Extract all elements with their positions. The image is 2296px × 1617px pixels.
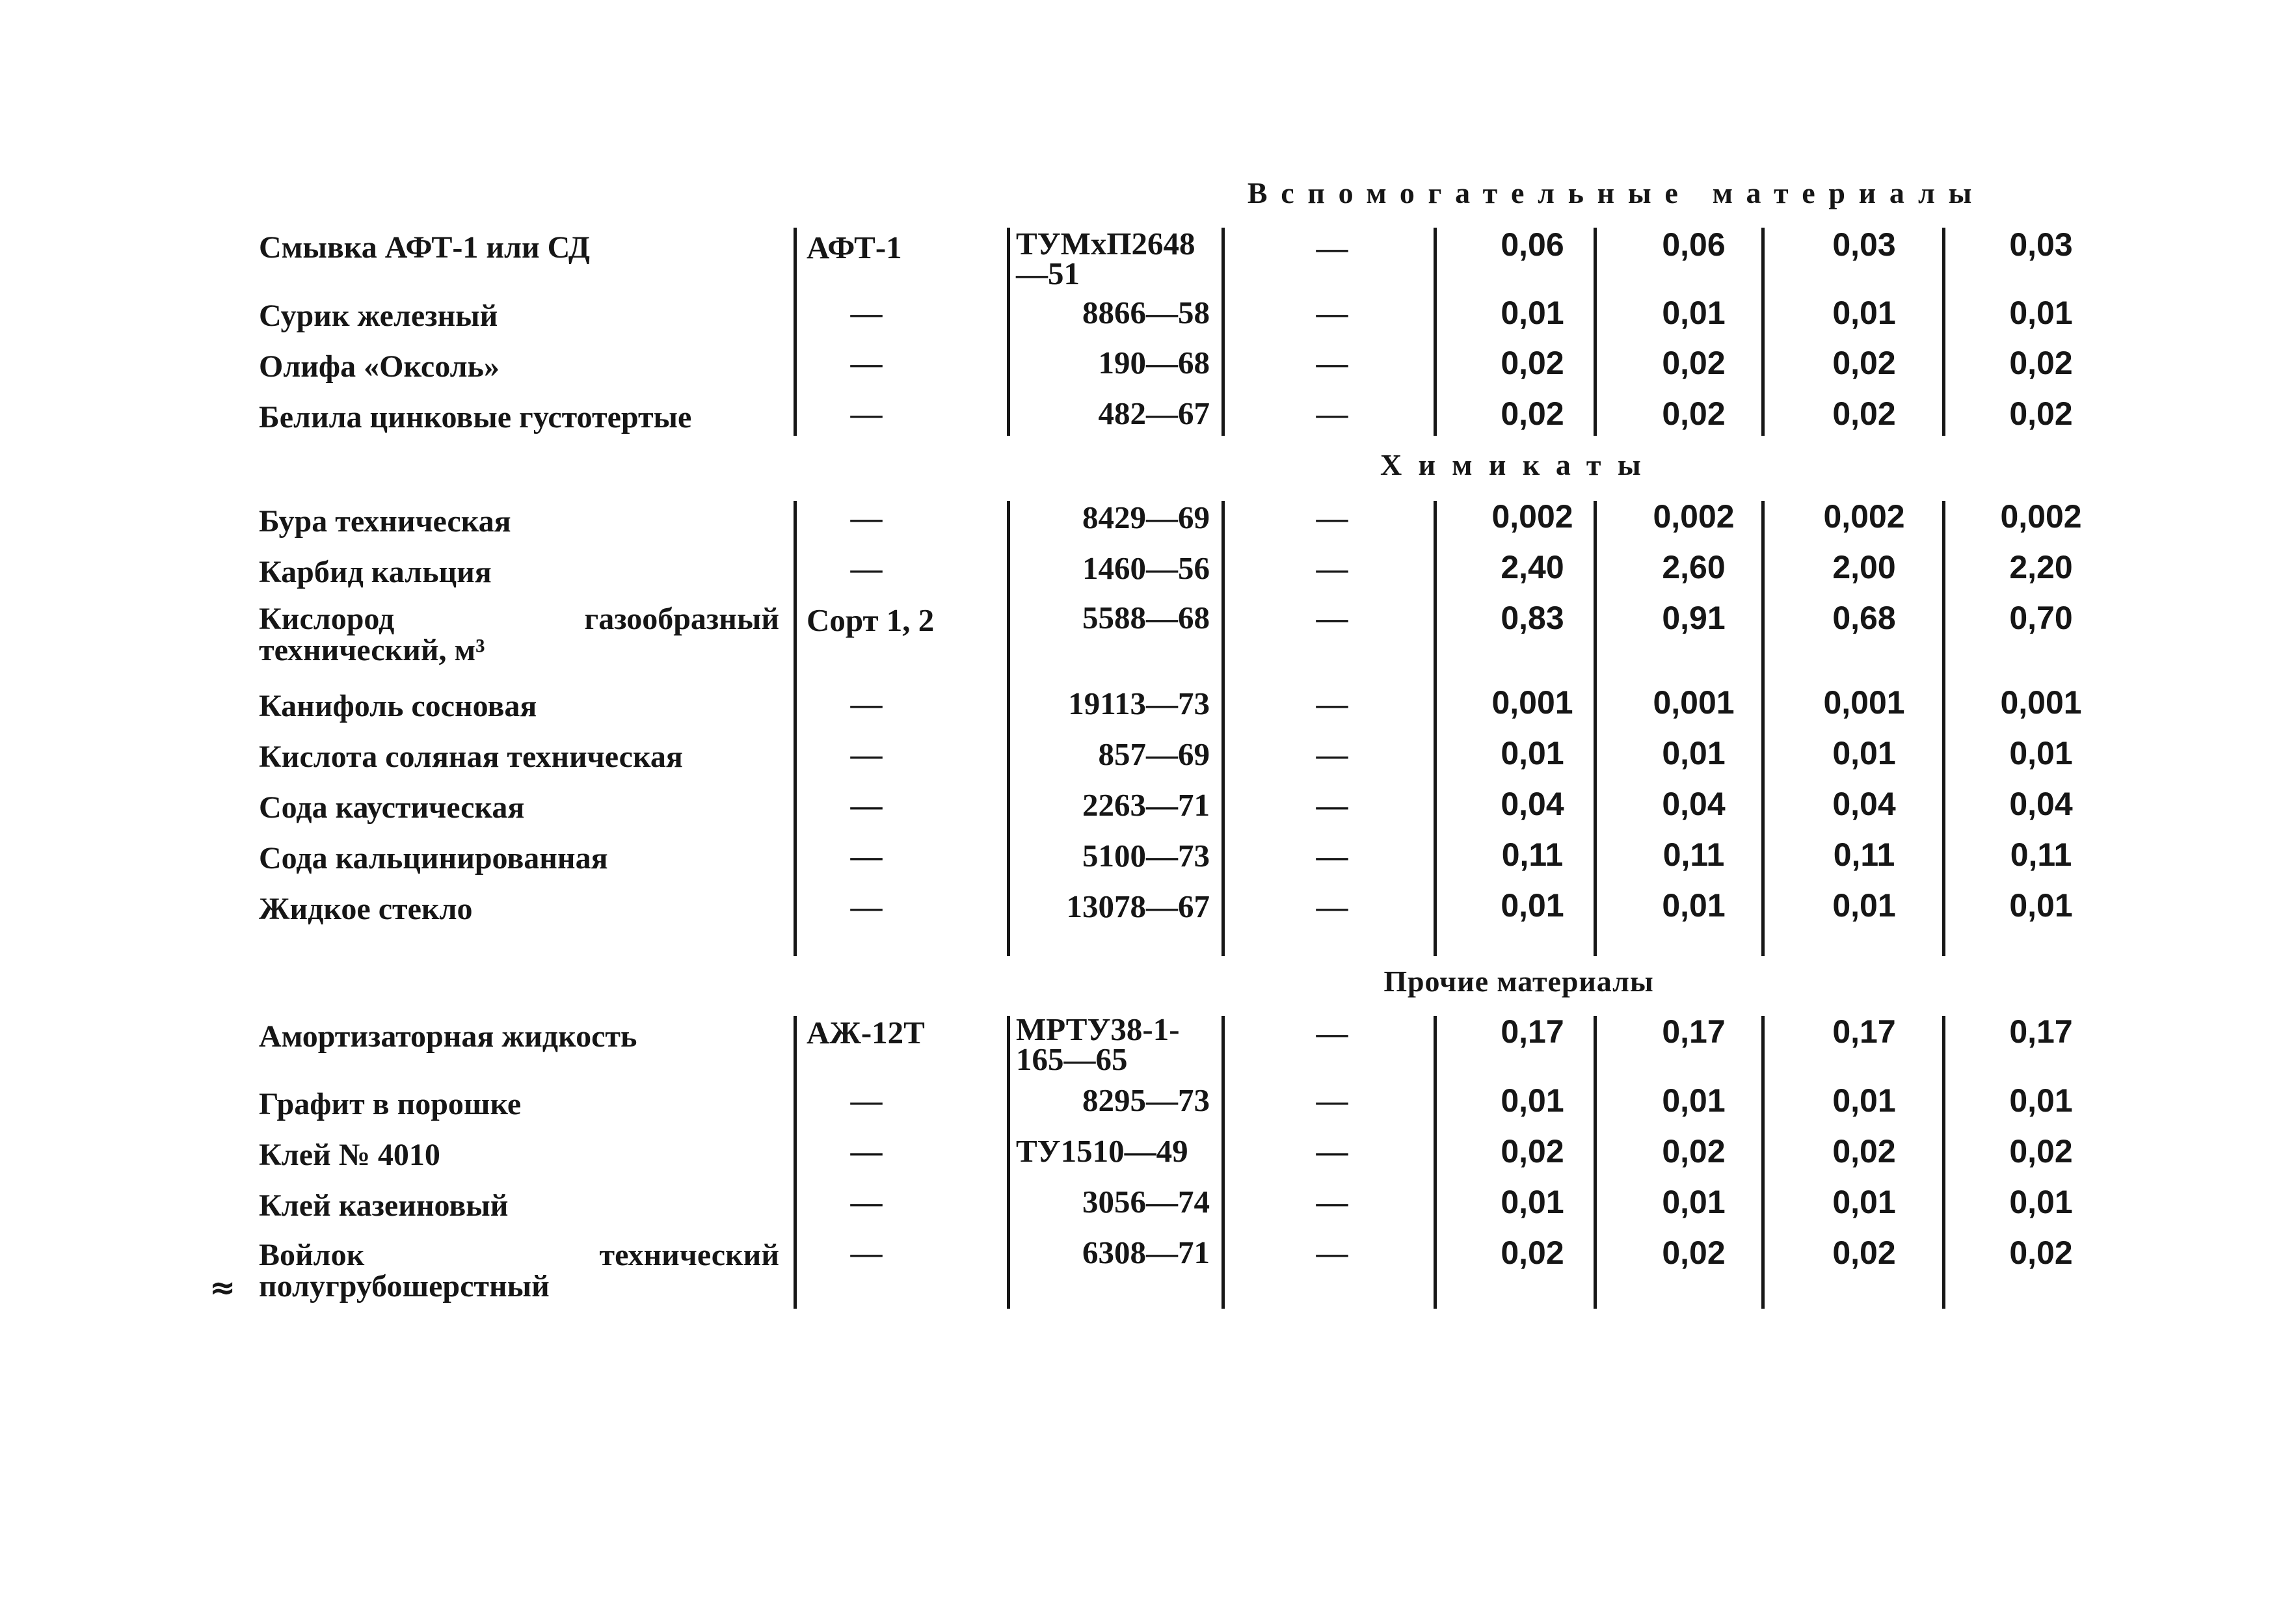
norm-value: 0,01 xyxy=(1501,887,1564,924)
material-standard: 482—67 xyxy=(1098,395,1210,431)
material-standard: 6308—71 xyxy=(1082,1235,1210,1270)
column-rule xyxy=(1221,501,1225,956)
norm-value: 2,20 xyxy=(2009,549,2073,585)
material-mark: — xyxy=(850,295,883,330)
empty-dash: — xyxy=(1316,1082,1348,1118)
material-standard: 5588—68 xyxy=(1082,600,1210,635)
empty-dash: — xyxy=(1316,550,1348,586)
norm-value: 0,01 xyxy=(1501,735,1564,771)
material-standard: 8866—58 xyxy=(1082,295,1210,330)
norm-value: 0,04 xyxy=(1832,786,1896,822)
column-rule xyxy=(1942,1016,1945,1309)
norm-value: 0,01 xyxy=(2009,1184,2073,1220)
empty-dash: — xyxy=(1316,395,1348,431)
norm-value: 0,02 xyxy=(1501,395,1564,432)
norm-value: 0,01 xyxy=(1832,887,1896,924)
norm-value: 0,002 xyxy=(2000,498,2082,535)
norm-value: 0,001 xyxy=(1653,684,1735,721)
empty-dash: — xyxy=(1316,838,1348,874)
norm-value: 0,01 xyxy=(1832,735,1896,771)
norm-value: 0,001 xyxy=(2000,684,2082,721)
norm-value: 0,03 xyxy=(2009,226,2073,263)
material-name: Войлок технический полугрубошерстный xyxy=(259,1238,779,1303)
norm-value: 0,01 xyxy=(1662,295,1726,331)
norm-value: 0,02 xyxy=(1832,345,1896,381)
norm-value: 2,00 xyxy=(1832,549,1896,585)
empty-dash: — xyxy=(1316,787,1348,823)
material-mark: — xyxy=(850,1235,883,1270)
norm-value: 0,68 xyxy=(1832,600,1896,636)
norm-value: 0,04 xyxy=(1501,786,1564,822)
column-rule xyxy=(1007,501,1010,956)
norm-value: 0,02 xyxy=(1662,1235,1726,1271)
empty-dash: — xyxy=(1316,345,1348,381)
empty-dash: — xyxy=(1316,230,1348,265)
material-mark: — xyxy=(850,787,883,823)
norm-value: 0,002 xyxy=(1491,498,1573,535)
norm-value: 0,83 xyxy=(1501,600,1564,636)
norm-value: 0,01 xyxy=(1662,887,1726,924)
material-standard: 2263—71 xyxy=(1082,787,1210,823)
norm-value: 0,17 xyxy=(2009,1013,2073,1050)
column-rule xyxy=(1434,1016,1437,1309)
material-name: Сурик железный xyxy=(259,299,498,333)
material-mark: — xyxy=(850,1133,883,1169)
material-standard: 8295—73 xyxy=(1082,1082,1210,1118)
empty-dash: — xyxy=(1316,1015,1348,1050)
material-standard: 3056—74 xyxy=(1082,1184,1210,1220)
material-mark: — xyxy=(850,500,883,535)
column-rule xyxy=(1942,228,1945,436)
material-name: Канифоль сосновая xyxy=(259,689,537,723)
norm-value: 0,001 xyxy=(1823,684,1905,721)
empty-dash: — xyxy=(1316,600,1348,635)
section-title-other: Прочие материалы xyxy=(1383,965,1654,998)
material-standard: ТУ1510—49 xyxy=(1016,1133,1188,1169)
material-standard: 5100—73 xyxy=(1082,838,1210,874)
norm-value: 0,01 xyxy=(1832,1184,1896,1220)
norm-value: 0,17 xyxy=(1501,1013,1564,1050)
norm-value: 2,40 xyxy=(1501,549,1564,585)
norm-value: 0,002 xyxy=(1823,498,1905,535)
material-mark: АФТ-1 xyxy=(807,230,902,265)
material-name: Бура техническая xyxy=(259,504,511,539)
material-standard: 8429—69 xyxy=(1082,500,1210,535)
norm-value: 0,70 xyxy=(2009,600,2073,636)
material-name: Сода каустическая xyxy=(259,790,525,825)
material-mark: — xyxy=(850,395,883,431)
norm-value: 0,02 xyxy=(1501,345,1564,381)
material-name: Олифа «Оксоль» xyxy=(259,349,500,384)
norm-value: 0,02 xyxy=(1501,1133,1564,1169)
norm-value: 0,01 xyxy=(1501,1184,1564,1220)
material-name: Клей № 4010 xyxy=(259,1138,440,1172)
norm-value: 0,04 xyxy=(2009,786,2073,822)
margin-mark: ≈ xyxy=(209,1270,236,1306)
column-rule xyxy=(1221,228,1225,436)
norm-value: 0,01 xyxy=(2009,295,2073,331)
column-rule xyxy=(1007,1016,1010,1309)
norm-value: 0,91 xyxy=(1662,600,1726,636)
norm-value: 0,01 xyxy=(2009,887,2073,924)
material-standard: 1460—56 xyxy=(1082,550,1210,586)
material-standard: 13078—67 xyxy=(1066,889,1210,924)
empty-dash: — xyxy=(1316,889,1348,924)
norm-value: 0,02 xyxy=(1662,1133,1726,1169)
material-name: Карбид кальция xyxy=(259,555,492,589)
material-standard: 19113—73 xyxy=(1068,686,1210,721)
material-name: Графит в порошке xyxy=(259,1087,522,1121)
norm-value: 0,11 xyxy=(1833,836,1895,873)
norm-value: 0,02 xyxy=(1832,1235,1896,1271)
material-name: Кислород газообразный технический, м³ xyxy=(259,602,779,667)
empty-dash: — xyxy=(1316,500,1348,535)
norm-value: 0,01 xyxy=(1832,1082,1896,1119)
empty-dash: — xyxy=(1316,295,1348,330)
material-name: Кислота соляная техническая xyxy=(259,740,683,774)
norm-value: 0,01 xyxy=(1662,1082,1726,1119)
norm-value: 0,06 xyxy=(1501,226,1564,263)
norm-value: 0,01 xyxy=(2009,735,2073,771)
material-mark: — xyxy=(850,838,883,874)
material-mark: — xyxy=(850,1082,883,1118)
norm-value: 0,03 xyxy=(1832,226,1896,263)
norm-value: 0,02 xyxy=(2009,345,2073,381)
material-mark: Сорт 1, 2 xyxy=(807,602,935,638)
empty-dash: — xyxy=(1316,1235,1348,1270)
norm-value: 0,002 xyxy=(1653,498,1735,535)
norm-value: 0,01 xyxy=(1662,735,1726,771)
norm-value: 0,01 xyxy=(1832,295,1896,331)
norm-value: 0,02 xyxy=(1662,395,1726,432)
material-mark: — xyxy=(850,550,883,586)
material-name: Белила цинковые густотертые xyxy=(259,400,692,434)
material-mark: — xyxy=(850,736,883,772)
empty-dash: — xyxy=(1316,736,1348,772)
norm-value: 0,04 xyxy=(1662,786,1726,822)
empty-dash: — xyxy=(1316,1133,1348,1169)
norm-value: 0,02 xyxy=(1832,395,1896,432)
norm-value: 0,02 xyxy=(1832,1133,1896,1169)
column-rule xyxy=(1434,501,1437,956)
material-name: Смывка АФТ-1 или СД xyxy=(259,230,590,265)
material-mark: — xyxy=(850,345,883,381)
material-name: Амортизаторная жидкость xyxy=(259,1019,637,1054)
section-title-chemicals: Химикаты xyxy=(1380,448,1658,481)
material-mark: АЖ-12Т xyxy=(807,1015,925,1050)
norm-value: 0,001 xyxy=(1491,684,1573,721)
norm-value: 0,17 xyxy=(1662,1013,1726,1050)
norm-value: 0,17 xyxy=(1832,1013,1896,1050)
norm-value: 0,11 xyxy=(1501,836,1564,873)
material-name: Клей казеиновый xyxy=(259,1188,509,1223)
material-standard: ТУМхП2648 —51 xyxy=(1016,226,1195,291)
material-mark: — xyxy=(850,1184,883,1220)
norm-value: 0,01 xyxy=(1662,1184,1726,1220)
material-standard: 857—69 xyxy=(1098,736,1210,772)
material-mark: — xyxy=(850,889,883,924)
norm-value: 0,02 xyxy=(1501,1235,1564,1271)
material-mark: — xyxy=(850,686,883,721)
norm-value: 0,01 xyxy=(2009,1082,2073,1119)
norm-value: 0,01 xyxy=(1501,1082,1564,1119)
empty-dash: — xyxy=(1316,686,1348,721)
section-title-auxiliary: Вспомогательные материалы xyxy=(1247,176,1986,209)
norm-value: 0,01 xyxy=(1501,295,1564,331)
material-standard: 190—68 xyxy=(1098,345,1210,381)
empty-dash: — xyxy=(1316,1184,1348,1220)
column-rule xyxy=(1221,1016,1225,1309)
norm-value: 0,11 xyxy=(2010,836,2072,873)
column-rule xyxy=(1007,228,1010,436)
column-rule xyxy=(1434,228,1437,436)
norm-value: 0,02 xyxy=(2009,1133,2073,1169)
material-name: Жидкое стекло xyxy=(259,892,473,926)
column-rule xyxy=(1942,501,1945,956)
norm-value: 2,60 xyxy=(1662,549,1726,585)
norm-value: 0,02 xyxy=(1662,345,1726,381)
material-name: Сода кальцинированная xyxy=(259,841,608,875)
norm-value: 0,11 xyxy=(1662,836,1725,873)
norm-value: 0,02 xyxy=(2009,395,2073,432)
norm-value: 0,06 xyxy=(1662,226,1726,263)
material-standard: МРТУ38-1- 165—65 xyxy=(1016,1011,1180,1077)
norm-value: 0,02 xyxy=(2009,1235,2073,1271)
